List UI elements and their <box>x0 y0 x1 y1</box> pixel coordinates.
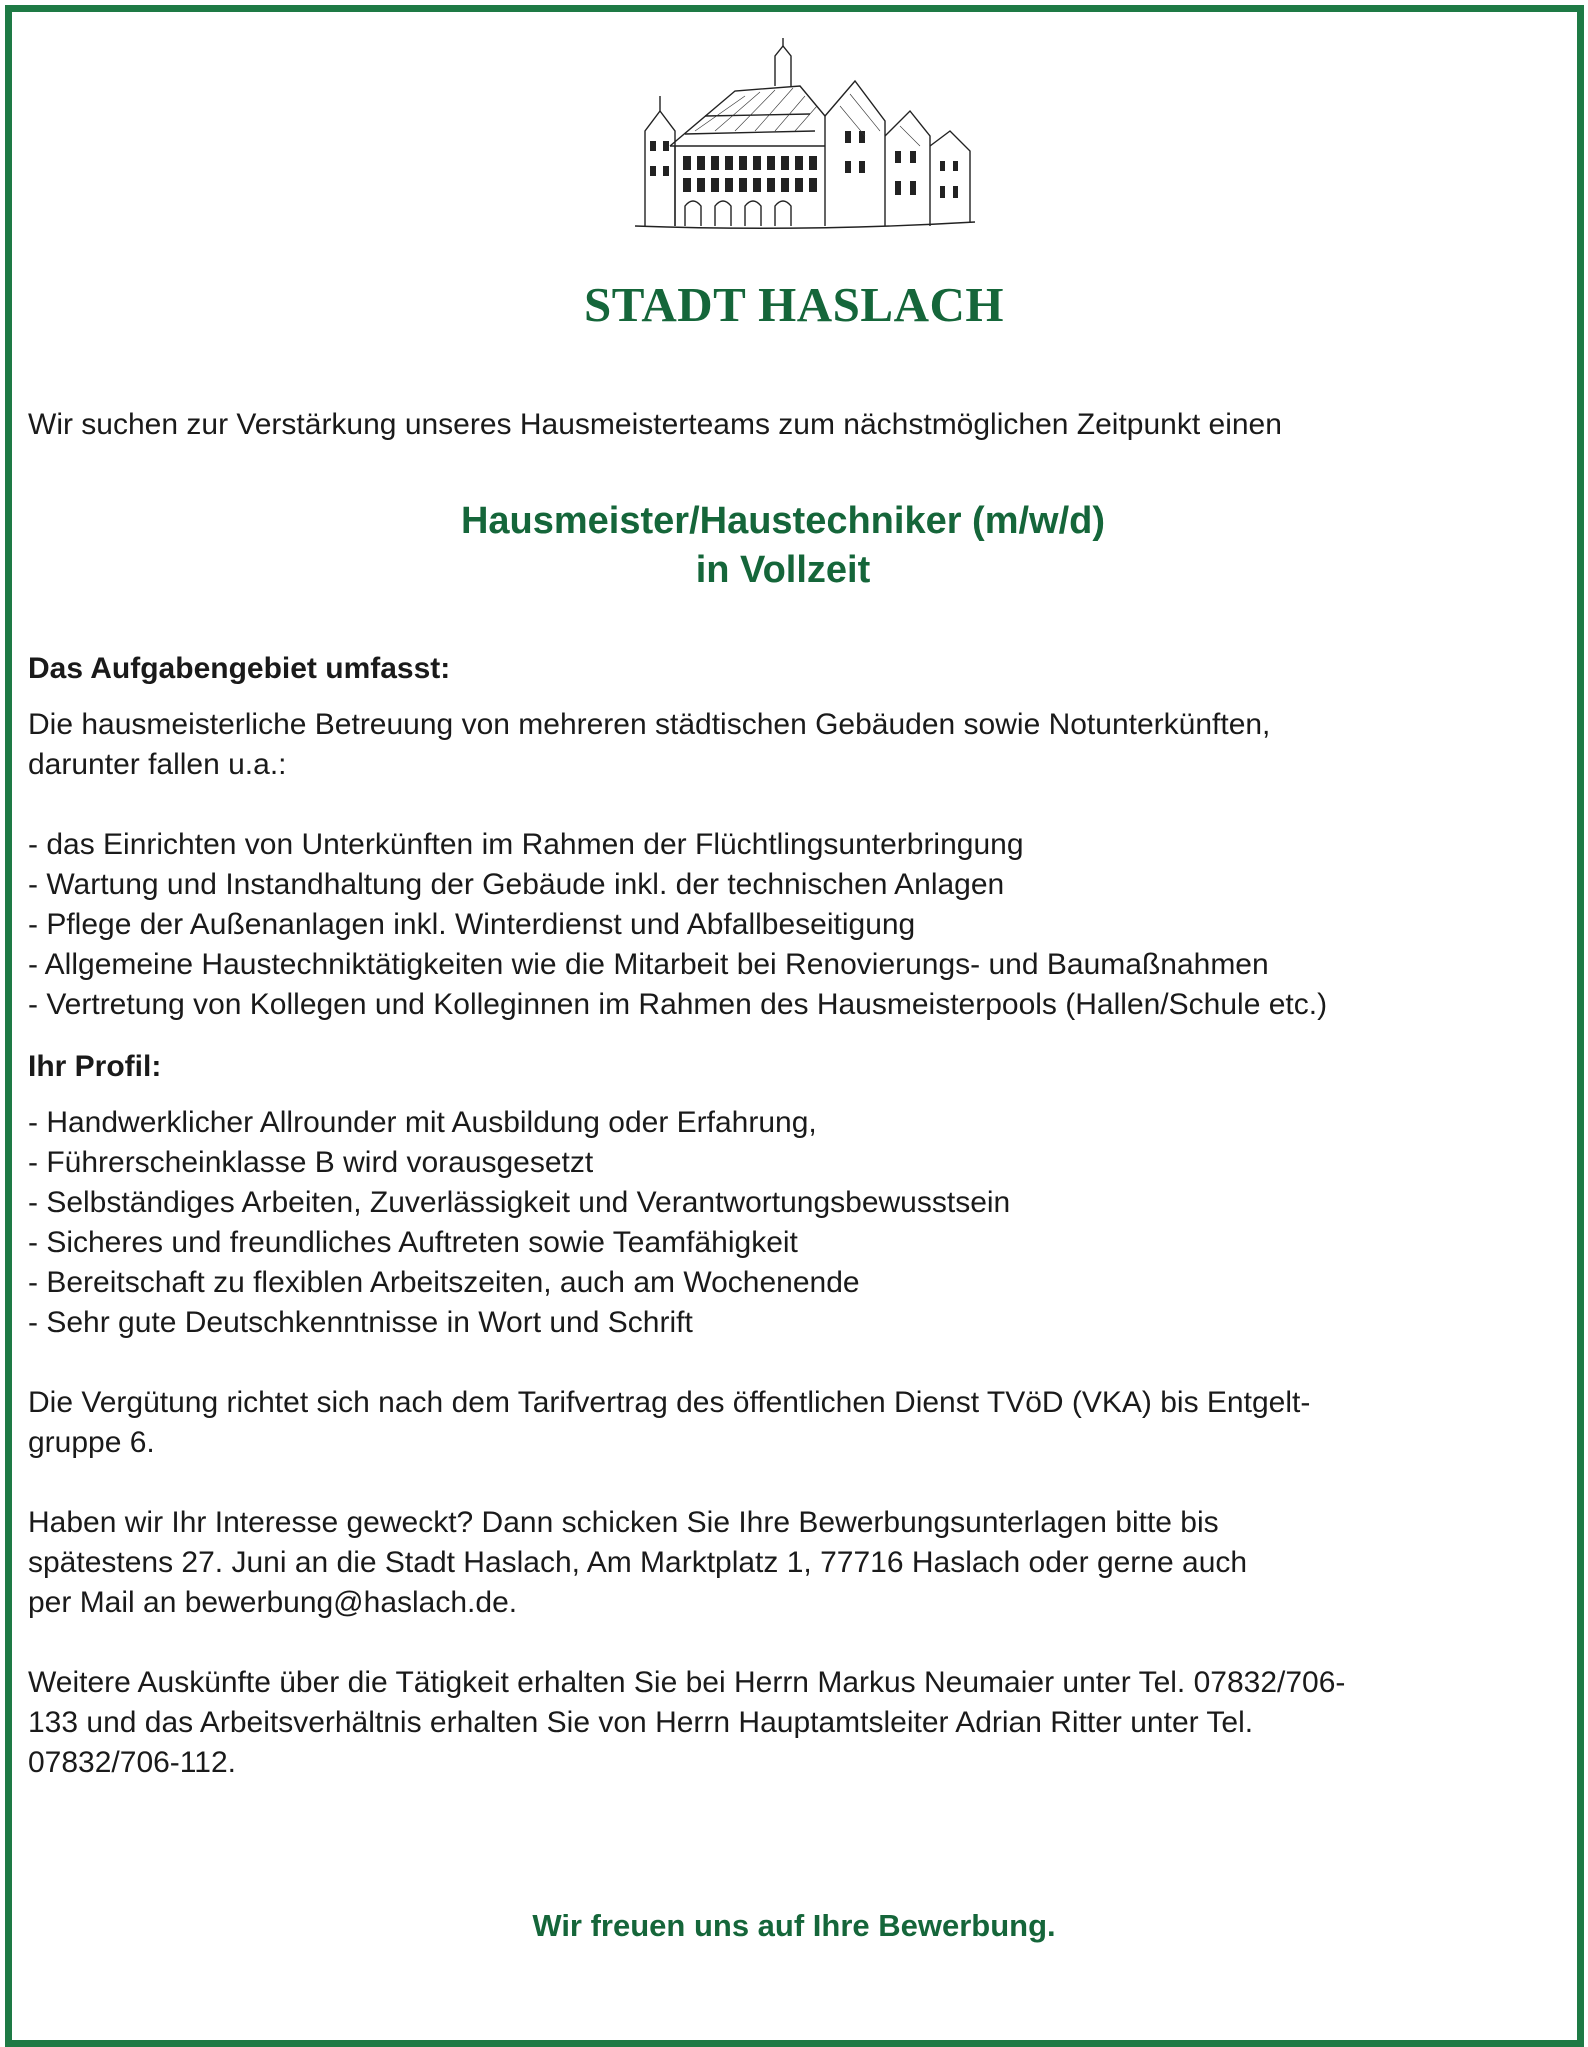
town-hall-illustration <box>625 36 985 236</box>
job-title-line-1: Hausmeister/Haustechniker (m/w/d) <box>460 500 1106 542</box>
task-item: - Pflege der Außenanlagen inkl. Winterdienst und Abfallbeseitigung <box>28 908 916 941</box>
application-paragraph <box>28 1503 1568 1623</box>
application-line: spätestens 27. Juni an die Stadt Haslach, Am Marktplatz 1, 77716 Haslach oder gerne auch <box>28 1546 1248 1579</box>
task-item: - Vertretung von Kollegen und Kolleginnen im Rahmen des Hausmeisterpools (Hallen/Schule etc.) <box>28 988 1328 1021</box>
task-item: - Wartung und Instandhaltung der Gebäude inkl. der technischen Anlagen <box>28 868 1005 901</box>
contact-paragraph <box>28 1663 1568 1783</box>
job-posting-body <box>28 405 1568 1783</box>
profile-item: - Sehr gute Deutschkenntnisse in Wort und Schrift <box>28 1306 693 1339</box>
tasks-list <box>28 825 1568 1025</box>
profile-item: - Selbständiges Arbeiten, Zuverlässigkeit und Verantwortungsbewusstsein <box>28 1186 1011 1219</box>
job-title-line-2: in Vollzeit <box>695 549 871 591</box>
closing-line: Wir freuen uns auf Ihre Bewerbung. <box>532 1908 1056 1943</box>
application-line: Haben wir Ihr Interesse geweckt? Dann schicken Sie Ihre Bewerbungsunterlagen bitte bis <box>28 1506 1219 1539</box>
salary-line: Die Vergütung richtet sich nach dem Tarifvertrag des öffentlichen Dienst TVöD (VKA) bis Entgelt- <box>28 1386 1311 1419</box>
profile-item: - Sicheres und freundliches Auftreten sowie Teamfähigkeit <box>28 1226 798 1259</box>
task-item: - Allgemeine Haustechniktätigkeiten wie die Mitarbeit bei Renovierungs- und Baumaßnahmen <box>28 948 1269 981</box>
profile-list <box>28 1103 1568 1343</box>
contact-line: 133 und das Arbeitsverhältnis erhalten Sie von Herrn Hauptamtsleiter Adrian Ritter unter Tel. <box>28 1706 1254 1739</box>
tasks-description <box>28 705 1568 785</box>
tasks-description-line: Die hausmeisterliche Betreuung von mehreren städtischen Gebäuden sowie Notunterkünften, <box>28 708 1271 741</box>
job-title <box>28 497 1568 595</box>
application-line: per Mail an bewerbung@haslach.de. <box>28 1586 518 1619</box>
tasks-heading: Das Aufgabengebiet umfasst: <box>28 652 451 685</box>
contact-line: Weitere Auskünfte über die Tätigkeit erhalten Sie bei Herrn Markus Neumaier unter Tel. 07832/706- <box>28 1666 1346 1699</box>
salary-paragraph <box>28 1383 1568 1463</box>
salary-line: gruppe 6. <box>28 1426 155 1459</box>
tasks-description-line: darunter fallen u.a.: <box>28 748 287 781</box>
profile-item: - Bereitschaft zu flexiblen Arbeitszeiten, auch am Wochenende <box>28 1266 860 1299</box>
intro-text: Wir suchen zur Verstärkung unseres Hausmeisterteams zum nächstmöglichen Zeitpunkt einen <box>28 408 1282 441</box>
profile-heading: Ihr Profil: <box>28 1050 162 1083</box>
city-title: STADT HASLACH <box>584 277 1004 332</box>
contact-line: 07832/706-112. <box>28 1746 236 1779</box>
profile-item: - Handwerklicher Allrounder mit Ausbildung oder Erfahrung, <box>28 1106 817 1139</box>
task-item: - das Einrichten von Unterkünften im Rahmen der Flüchtlingsunterbringung <box>28 828 1024 861</box>
profile-item: - Führerscheinklasse B wird vorausgesetzt <box>28 1146 594 1179</box>
